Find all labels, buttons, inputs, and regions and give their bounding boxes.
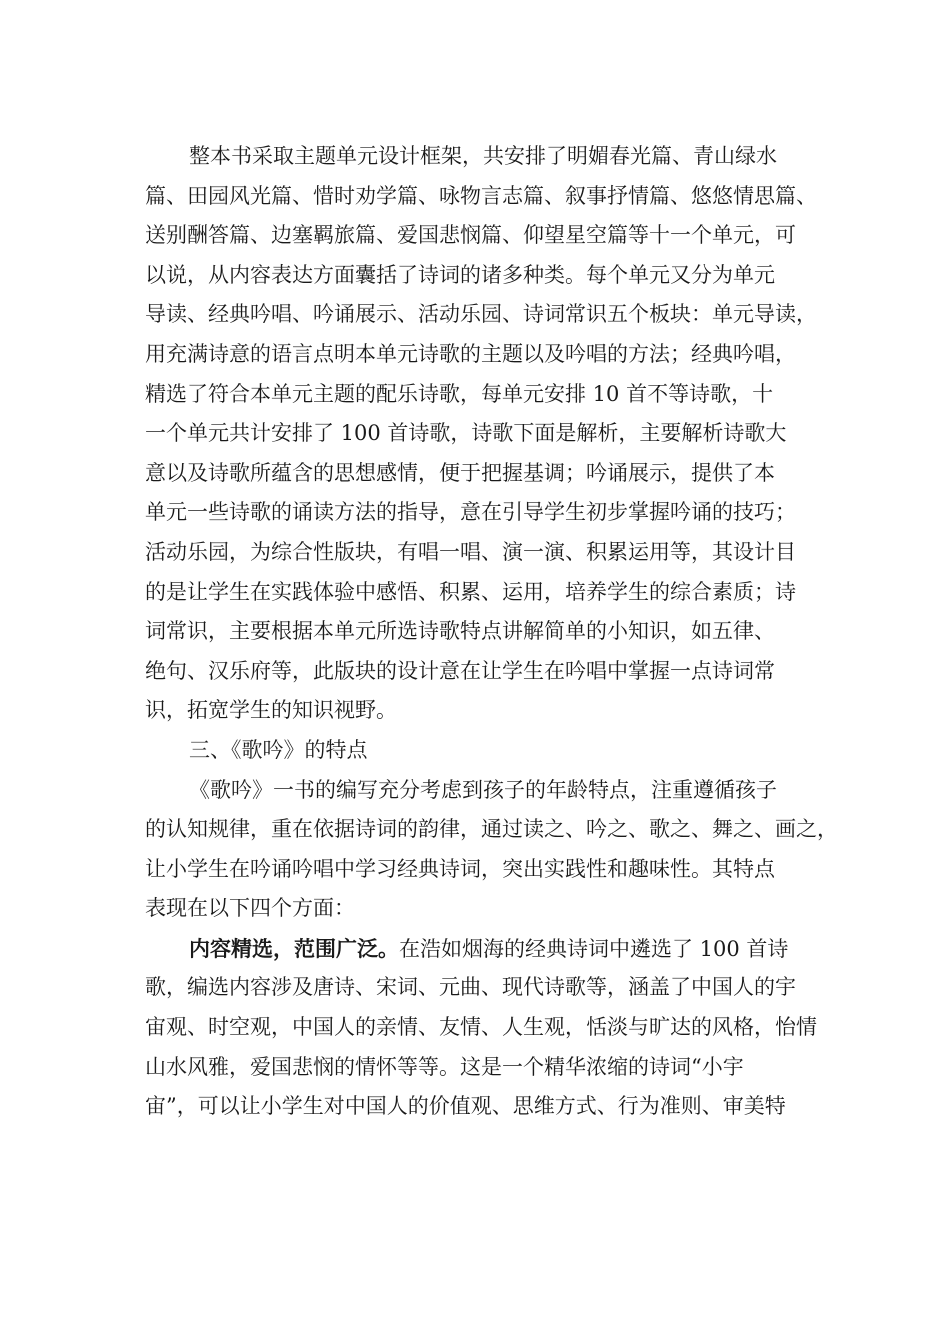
paragraph-line: 意以及诗歌所蕴含的思想感情，便于把握基调；吟诵展示，提供了本: [145, 460, 775, 485]
paragraph-line: 活动乐园，为综合性版块，有唱一唱、演一演、积累运用等，其设计目: [145, 539, 796, 564]
paragraph-line: 歌，编选内容涉及唐诗、宋词、元曲、现代诗歌等，涵盖了中国人的宇: [145, 975, 796, 1000]
paragraph-line: 宙”，可以让小学生对中国人的价值观、思维方式、行为准则、审美特: [145, 1094, 786, 1119]
section-heading: 三、《歌吟》的特点: [189, 737, 368, 762]
paragraph-line: 送别酬答篇、边塞羁旅篇、爱国悲悯篇、仰望星空篇等十一个单元，可: [145, 223, 796, 248]
paragraph-line: 识，拓宽学生的知识视野。: [145, 698, 397, 723]
paragraph-features-intro: [145, 771, 838, 929]
paragraph-line: 绝句、汉乐府等，此版块的设计意在让学生在吟唱中掌握一点诗词常: [145, 658, 775, 683]
paragraph-line: 精选了符合本单元主题的配乐诗歌，每单元安排 10 首不等诗歌，十: [145, 381, 774, 406]
paragraph-content-selection: [145, 929, 817, 1127]
lead-line-rest: 在浩如烟海的经典诗词中遴选了 100 首诗: [399, 936, 789, 961]
paragraph-structure-overview: [145, 137, 817, 731]
paragraph-line: 篇、田园风光篇、惜时劝学篇、咏物言志篇、叙事抒情篇、悠悠情思篇、: [145, 183, 817, 208]
paragraph-line: 词常识，主要根据本单元所选诗歌特点讲解简单的小知识，如五律、: [145, 619, 775, 644]
paragraph-line: 宙观、时空观，中国人的亲情、友情、人生观，恬淡与旷达的风格，怡情: [145, 1015, 817, 1040]
paragraph-line: 导读、经典吟唱、吟诵展示、活动乐园、诗词常识五个板块：单元导读，: [145, 302, 817, 327]
paragraph-line: 单元一些诗歌的诵读方法的指导，意在引导学生初步掌握吟诵的技巧；: [145, 500, 796, 525]
paragraph-line: [145, 929, 817, 969]
paragraph-line: 的是让学生在实践体验中感悟、积累、运用，培养学生的综合素质；诗: [145, 579, 796, 604]
paragraph-line: 的认知规律，重在依据诗词的韵律，通过读之、吟之、歌之、舞之、画之，: [145, 817, 838, 842]
bold-lead-text: 内容精选，范围广泛。: [189, 935, 399, 961]
paragraph-line: 整本书采取主题单元设计框架，共安排了明媚春光篇、青山绿水: [189, 144, 777, 168]
paragraph-line: 山水风雅，爱国悲悯的情怀等等。这是一个精华浓缩的诗词“小宇: [145, 1054, 744, 1079]
paragraph-line: 一个单元共计安排了 100 首诗歌，诗歌下面是解析，主要解析诗歌大: [145, 421, 787, 446]
paragraph-line: 表现在以下四个方面：: [145, 896, 355, 921]
paragraph-line: 《歌吟》一书的编写充分考虑到孩子的年龄特点，注重遵循孩子: [189, 777, 777, 802]
paragraph-line: 用充满诗意的语言点明本单元诗歌的主题以及吟唱的方法；经典吟唱，: [145, 341, 796, 366]
paragraph-line: 以说，从内容表达方面囊括了诗词的诸多种类。每个单元又分为单元: [145, 262, 775, 287]
body-text: [145, 137, 838, 1127]
paragraph-line: 让小学生在吟诵吟唱中学习经典诗词，突出实践性和趣味性。其特点: [145, 856, 775, 881]
